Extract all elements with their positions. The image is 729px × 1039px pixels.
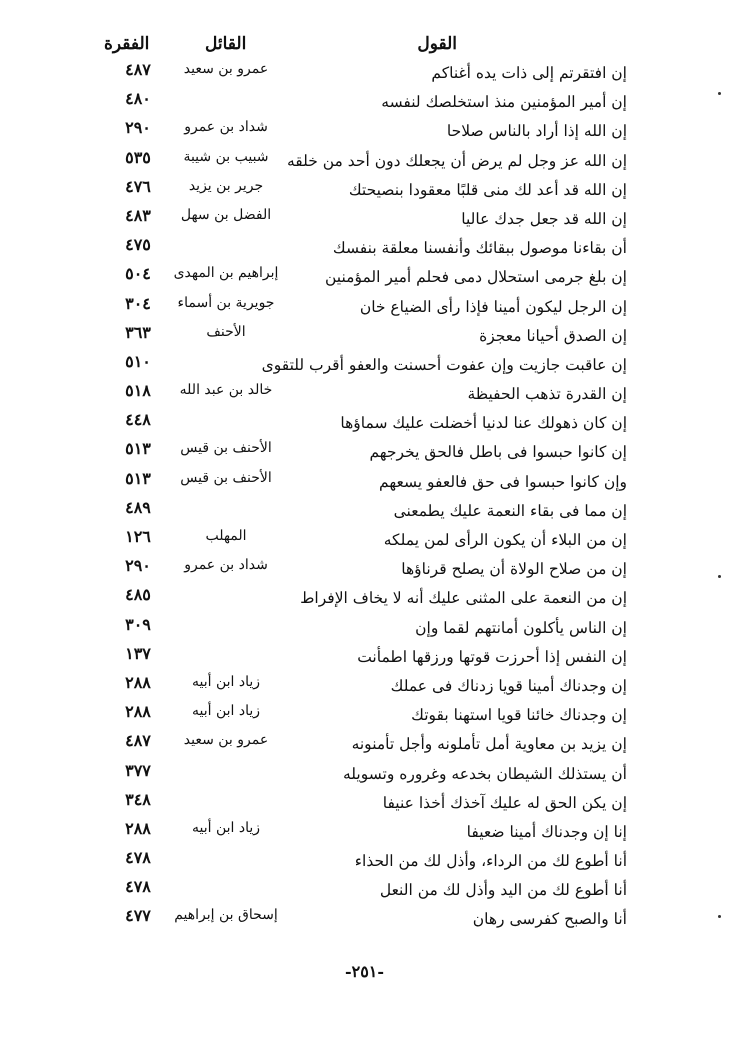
paragraph-cell: ٢٩٠	[125, 556, 151, 576]
table-row	[0, 527, 729, 556]
paragraph-cell: ١٣٧	[125, 643, 151, 663]
table-row	[0, 381, 729, 410]
paragraph-cell: ٤٨٣	[125, 205, 151, 225]
paragraph-cell: ٢٨٨	[125, 672, 151, 692]
table-row	[0, 439, 729, 468]
saying-cell: إن وجدناك أمينا قويا زدناك فى عملك	[390, 676, 627, 695]
table-row	[0, 790, 729, 819]
table-row	[0, 731, 729, 760]
saying-cell: إن الناس يأكلون أمانتهم لقما وإن	[415, 618, 627, 637]
speaker-cell: زياد ابن أبيه	[191, 819, 261, 836]
saying-cell: إن يزيد بن معاوية أمل تأملونه وأجل تأمنونه	[351, 735, 627, 754]
table-row	[0, 89, 729, 118]
table-row	[0, 118, 729, 147]
table-row	[0, 264, 729, 293]
saying-cell: إن من النعمة على المثنى عليك أنه لا يخاف الإفراط	[300, 589, 627, 608]
paragraph-cell: ٥١٣	[125, 468, 151, 488]
paragraph-cell: ٤٨٧	[125, 60, 151, 79]
paragraph-cell: ٣٠٤	[125, 293, 151, 313]
paragraph-cell: ٤٨٧	[125, 731, 151, 751]
saying-cell: إن الله إذا أراد بالناس صلاحا	[446, 122, 627, 141]
saying-cell: إن افتقرتم إلى ذات يده أغناكم	[431, 64, 627, 82]
saying-cell: إن النفس إذا أحرزت قوتها ورزقها اطمأنت	[357, 647, 627, 666]
speaker-cell: شداد بن عمرو	[184, 119, 268, 136]
table-row	[0, 206, 729, 235]
paragraph-cell: ٣٦٣	[125, 322, 151, 342]
paragraph-cell: ٣٤٨	[125, 789, 151, 809]
table-row	[0, 848, 729, 877]
paragraph-cell: ٥٣٥	[125, 147, 151, 167]
table-row	[0, 877, 729, 906]
saying-cell: إن كان ذهولك عنا لدنيا أخضلت عليك سماؤها	[340, 414, 627, 433]
speaker-cell: إبراهيم بن المهدى	[173, 265, 279, 282]
paragraph-cell: ٤٧٨	[125, 877, 151, 897]
saying-cell: إن بلغ جرمى استحلال دمى فحلم أمير المؤمنين	[325, 268, 627, 287]
saying-cell: أنا أطوع لك من اليد وأذل لك من النعل	[379, 881, 627, 900]
paragraph-cell: ٢٨٨	[125, 702, 151, 722]
table-row	[0, 498, 729, 527]
speaker-cell: عمرو بن سعيد	[183, 61, 269, 77]
paragraph-cell: ٥٠٤	[125, 264, 151, 284]
table-row	[0, 819, 729, 848]
speaker-cell: جويرية بن أسماء	[177, 294, 275, 311]
saying-cell: أن بقاءنا موصول ببقائك وأنفسنا معلقة بنفسك	[332, 239, 627, 258]
saying-cell: إن يكن الحق له عليك آخذك أخذا عنيفا	[382, 793, 627, 812]
paragraph-cell: ٤٨٠	[125, 89, 151, 109]
paragraph-cell: ٤٧٧	[125, 906, 151, 926]
page-number: -٢٥١-	[344, 962, 385, 981]
paragraph-cell: ٥١٣	[125, 439, 151, 459]
header-speaker: القائل	[205, 34, 247, 54]
header-paragraph: الفقرة	[104, 34, 150, 54]
table-row	[0, 585, 729, 614]
table-row	[0, 702, 729, 731]
paragraph-cell: ٢٨٨	[125, 818, 151, 838]
saying-cell: إن من صلاح الولاة أن يصلح قرناؤها	[401, 560, 627, 579]
table-row	[0, 323, 729, 352]
index-table	[0, 60, 729, 936]
saying-cell: إن كانوا حبسوا فى باطل فالحق يخرجهم	[369, 443, 627, 462]
saying-cell: إن الله قد جعل جدك عاليا	[461, 209, 627, 228]
speaker-cell: خالد بن عبد الله	[179, 382, 273, 399]
speaker-cell: شداد بن عمرو	[184, 557, 268, 574]
paragraph-cell: ٥١٨	[125, 381, 151, 401]
paragraph-cell: ٤٧٦	[125, 176, 151, 196]
saying-cell: إنا إن وجدناك أمينا ضعيفا	[466, 822, 627, 841]
saying-cell: إن القدرة تذهب الحفيظة	[467, 385, 627, 404]
scan-dot	[718, 92, 721, 95]
table-row	[0, 644, 729, 673]
table-row	[0, 615, 729, 644]
speaker-cell: زياد ابن أبيه	[191, 703, 261, 720]
paragraph-cell: ١٢٦	[125, 527, 151, 546]
saying-cell: إن مما فى بقاء النعمة عليك يطمعنى	[393, 501, 627, 520]
saying-cell: إن الله عز وجل لم يرض أن يجعلك دون أحد من خلقه	[286, 151, 627, 170]
table-row	[0, 60, 729, 89]
paragraph-cell: ٢٩٠	[125, 118, 151, 138]
saying-cell: أنا أطوع لك من الرداء، وأذل لك من الحذاء	[354, 852, 627, 871]
speaker-cell: الأحنف بن قيس	[180, 469, 272, 486]
table-row	[0, 148, 729, 177]
table-row	[0, 177, 729, 206]
table-row	[0, 556, 729, 585]
saying-cell: إن وجدناك خائنا قويا استهنا بقوتك	[411, 706, 627, 725]
paragraph-cell: ٤٧٥	[125, 235, 151, 255]
paragraph-cell: ٤٤٨	[125, 410, 151, 430]
table-row	[0, 235, 729, 264]
paragraph-cell: ٣٠٩	[125, 614, 151, 634]
speaker-cell: الفضل بن سهل	[180, 206, 272, 223]
header-saying: القول	[417, 34, 457, 54]
speaker-cell: عمرو بن سعيد	[183, 732, 269, 749]
table-row	[0, 410, 729, 439]
table-row	[0, 469, 729, 498]
scan-dot	[718, 575, 721, 578]
speaker-cell: المهلب	[205, 528, 247, 544]
saying-cell: إن الرجل ليكون أمينا فإذا رأى الضياع خان	[359, 297, 627, 316]
table-row	[0, 761, 729, 790]
paragraph-cell: ٤٧٨	[125, 848, 151, 868]
speaker-cell: جرير بن يزيد	[188, 177, 264, 194]
speaker-cell: زياد ابن أبيه	[191, 673, 261, 690]
saying-cell: إن الصدق أحيانا معجزة	[479, 326, 627, 345]
speaker-cell: إسحاق بن إبراهيم	[174, 907, 278, 924]
table-row	[0, 294, 729, 323]
table-row	[0, 673, 729, 702]
paragraph-cell: ٣٧٧	[125, 760, 151, 780]
speaker-cell: الأحنف	[206, 323, 246, 340]
saying-cell: إن من البلاء أن يكون الرأى لمن يملكه	[383, 531, 627, 549]
saying-cell: أنا والصبح كفرسى رهان	[472, 910, 627, 929]
saying-cell: إن الله قد أعد لك منى قلبًا معقودا بنصيحتك	[348, 180, 627, 199]
speaker-cell: شبيب بن شيبة	[183, 148, 269, 165]
paragraph-cell: ٤٨٥	[125, 585, 151, 605]
saying-cell: أن يستذلك الشيطان بخدعه وغروره وتسويله	[342, 764, 627, 783]
scan-dot	[718, 915, 721, 918]
saying-cell: إن أمير المؤمنين منذ استخلصك لنفسه	[381, 93, 627, 112]
paragraph-cell: ٥١٠	[125, 351, 151, 371]
table-row	[0, 352, 729, 381]
saying-cell: وإن كانوا حبسوا فى حق فالعفو يسعهم	[379, 472, 627, 491]
table-row	[0, 906, 729, 935]
speaker-cell: الأحنف بن قيس	[180, 440, 272, 457]
paragraph-cell: ٤٨٩	[125, 497, 151, 517]
saying-cell: إن عاقبت جازيت وإن عفوت أحسنت والعفو أقرب للتقوى	[261, 355, 627, 374]
